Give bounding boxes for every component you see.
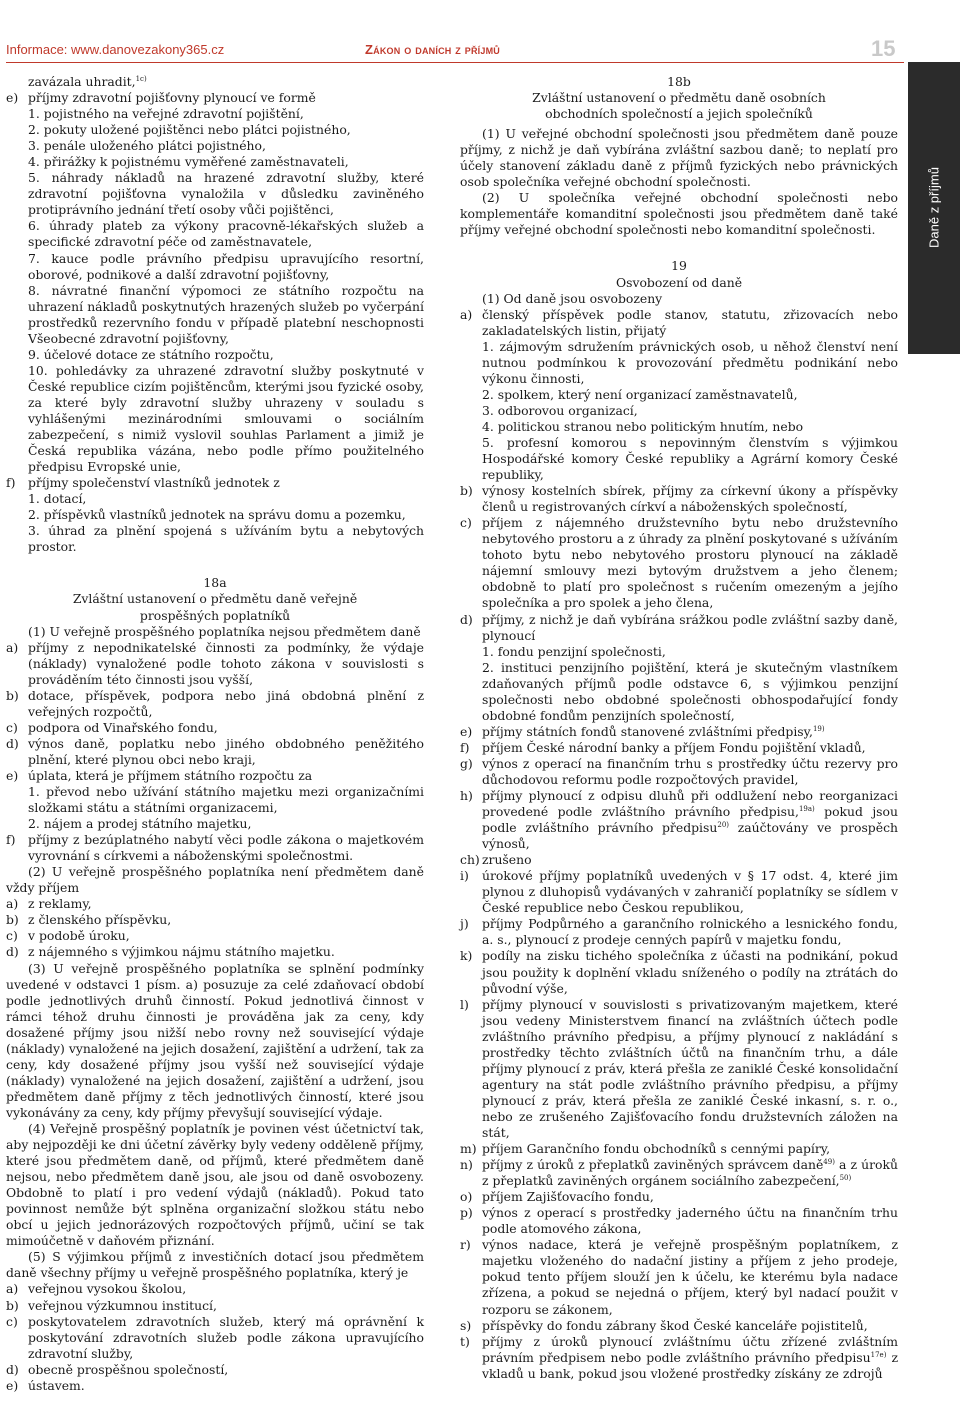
- section-number: 19: [671, 258, 687, 274]
- paragraph: (1) U veřejně prospěšného poplatníka nejsou předmětem daně: [28, 623, 421, 639]
- list-item: 2. spolkem, který není organizací zaměstnavatelů,: [482, 386, 798, 402]
- paragraph: (1) Od daně jsou osvobozeny: [482, 290, 663, 306]
- list-item: m) příjem Garančního fondu obchodníků s cennými papíry,: [460, 1141, 831, 1157]
- list-item: a) členský příspěvek podle stanov, statutu, zřizovacích nebo zakladatelských listin, přijatý: [460, 306, 898, 338]
- list-item: 2. instituci penzijního pojištění, která je skutečným vlastníkem zdaňovaných příjmů podle odstavce 6, s výjimkou penzijní společnosti nebo obdobné společnosti obhospodařující fondy obdobné fondům penzijních společností,: [482, 659, 898, 723]
- list-item: a) veřejnou vysokou školou,: [6, 1281, 187, 1297]
- list-item: i) úrokové příjmy poplatníků uvedených v § 17 odst. 4, které jim plynou z dluhopisů vydávaných v zahraničí poplatníky se sídlem v České republice nebo Českou republikou,: [460, 868, 898, 916]
- list-item: 9. účelové dotace ze státního rozpočtu,: [28, 346, 274, 362]
- paragraph: (2) U veřejně prospěšného poplatníka není předmětem daně vždy příjem: [6, 864, 424, 896]
- list-item: f) příjmy z bezúplatného nabytí věci podle zákona o majetkovém vyrovnání s církvemi a náboženskými společnostmi.: [6, 832, 424, 864]
- list-item: 7. kauce podle právního předpisu upravujícího resortní, oborové, podnikové a další zdravotní pojišťovny,: [28, 250, 424, 282]
- section-number: 18b: [667, 74, 691, 89]
- list-item: d) z nájemného s výjimkou nájmu státního majetku.: [6, 944, 335, 960]
- section-title: Osvobození od daně: [615, 274, 743, 290]
- list-item: j) příjmy Podpůrného a garančního rolnického a lesnického fondu, a. s., plynoucí z prodeje cenných papírů v majetku fondu,: [460, 916, 898, 948]
- list-item: a) z reklamy,: [6, 896, 92, 912]
- list-item: h) příjmy plynoucí z odpisu dluhů při oddlužení nebo reorganizaci provedené podle zvláštního právního předpisu,$^{19a)}$ pokud jsou podle zvláštního právního předpisu$^{20)}$ zaúčtovány ve prospěch výnosů,: [460, 788, 898, 852]
- side-tab: [908, 62, 960, 354]
- list-item: d) příjmy, z nichž je daň vybírána srážkou podle zvláštní sazby daně, plynoucí: [460, 611, 898, 643]
- list-item: e) úplata, která je příjmem státního rozpočtu za: [6, 767, 313, 783]
- list-item: f) příjmy společenství vlastníků jednotek z: [6, 475, 280, 491]
- paragraph: (5) S výjimkou příjmů z investičních dotací jsou předmětem daně všechny příjmy u veřejně prospěšného poplatníka, který je: [6, 1249, 424, 1281]
- paragraph: (1) U veřejné obchodní společnosti jsou předmětem daně pouze příjmy, z nichž je daň vybírána zvláštní sazbou daně; to neplatí pro účely stanovení základu daně z příjmů fyzických nebo právnických osob společníka veřejné obchodní společnosti.: [460, 126, 898, 190]
- list-item: s) příspěvky do fondu zábrany škod České kanceláře pojistitelů,: [460, 1317, 868, 1333]
- list-item: 2. pokuty uložené pojištěnci nebo plátci pojistného,: [28, 122, 351, 138]
- list-item: 1. pojistného na veřejné zdravotní pojištění,: [28, 106, 304, 122]
- list-item: c) v podobě úroku,: [6, 928, 130, 944]
- list-item: a) příjmy z nepodnikatelské činnosti za podmínky, že výdaje (náklady) vynaložené podle tohoto zákona v souvislosti s prováděním této činnosti jsou vyšší,: [6, 639, 424, 687]
- paragraph: (3) U veřejně prospěšného poplatníka se splnění podmínky uvedené v odstavci 1 písm. a) posuzuje za celé zdaňovací období podle jednotlivých druhů činností. Pokud jednotlivá činnost v rámci téhož druhu činnosti je prováděna jak za ceny, kdy dosažené příjmy jsou nižší nebo rovny než související výdaje (náklady) vynaložené na jejich dosažení, zajištění a udržení, tak za ceny, kdy dosažené příjmy jsou vyšší než související výdaje (náklady) vynaložené na jejich dosažení, zajištění a udržení, jsou předmětem daně příjmy z těch jednotlivých činností, které jsou vykonávány za ceny, kdy příjmy převyšují související výdaje.: [6, 960, 424, 1120]
- running-title: Zákon o daních z příjmů: [365, 42, 500, 57]
- left-column: [6, 74, 424, 1394]
- list-item: ch) zrušeno: [460, 852, 532, 868]
- list-item: 4. přirážky k pojistnému vyměřené zaměstnavateli,: [28, 154, 349, 170]
- list-item: 2. příspěvků vlastníků jednotek na správu domu a pozemku,: [28, 507, 406, 523]
- list-item: 1. zájmovým sdružením právnických osob, u něhož členství není nutnou podmínkou k provozování předmětu podnikání nebo výkonu činnosti,: [482, 338, 898, 386]
- list-item: 6. úhrady plateb za výkony pracovně-lékařských služeb a specifické zdravotní péče od zaměstnavatele,: [28, 218, 424, 250]
- list-item: d) výnos daně, poplatku nebo jiného obdobného peněžitého plnění, které plynou obci nebo kraji,: [6, 735, 424, 767]
- list-item: b) z členského příspěvku,: [6, 912, 172, 928]
- list-item: 1. fondu penzijní společnosti,: [482, 643, 666, 659]
- list-item: n) příjmy z úroků z přeplatků zaviněných správcem daně$^{49)}$ a z úroků z přeplatků zaviněných orgánem sociálního zabezpečení,$^{50)}$: [460, 1157, 898, 1189]
- list-item: c) příjem z nájemného družstevního bytu nebo družstevního nebytového prostoru a z úhrady za plnění poskytované s užíváním tohoto bytu nebo nebytového prostoru plynoucí na základě nájemní smlouvy mezi bytovým družstvem a jeho členem; obdobně to platí pro společnost s ručením omezeným a jejího společníka a pro spolek a jeho člena,: [460, 515, 898, 611]
- page-number: 15: [871, 36, 896, 61]
- section-title: Zvláštní ustanovení o předmětu daně osobních obchodních společností a jejich společníků: [532, 90, 826, 122]
- list-item: 1. dotací,: [28, 491, 87, 507]
- list-item: 3. úhrad za plnění spojená s užíváním bytu a nebytových prostor.: [28, 523, 424, 555]
- list-item: b) veřejnou výzkumnou institucí,: [6, 1297, 217, 1313]
- list-item: o) příjem Zajišťovacího fondu,: [460, 1189, 654, 1205]
- paragraph: zavázala uhradit,$^{1c)}$: [28, 74, 147, 89]
- list-item: k) podíly na zisku tichého společníka z účasti na podnikání, pokud jsou použity k doplnění vkladu sníženého o podíly na ztrátách do původní výše,: [460, 948, 898, 996]
- list-item: 2. nájem a prodej státního majetku,: [28, 816, 252, 832]
- right-column: [460, 74, 898, 1382]
- list-item: 4. politickou stranou nebo politickým hnutím, nebo: [482, 418, 804, 434]
- list-item: c) poskytovatelem zdravotních služeb, který má oprávnění k poskytování zdravotních služeb podle zákona upravujícího zdravotní služby,: [6, 1313, 424, 1361]
- list-item: d) obecně prospěšnou společností,: [6, 1361, 229, 1377]
- list-item: b) dotace, příspěvek, podpora nebo jiná obdobná plnění z veřejných rozpočtů,: [6, 687, 424, 719]
- list-item: c) podpora od Vinařského fondu,: [6, 719, 218, 735]
- list-item: 5. profesní komorou s nepovinným členstvím s výjimkou Hospodářské komory České republiky a Agrární komory České republiky,: [482, 434, 898, 483]
- list-item: 1. převod nebo užívání státního majetku mezi organizačními složkami státu a státními organizacemi,: [28, 784, 424, 816]
- list-item: l) příjmy plynoucí v souvislosti s privatizovaným majetkem, které jsou vedeny Ministerstvem financí na zvláštních účtech podle zvláštního právního předpisu, a příjmy plynoucí z nakládání s prostředky těchto zvláštních účtů na finančním trhu, a dále příjmy plynoucí z práv, která přešla ze zaniklé České konsolidační agentury na stát podle zvláštního právního předpisu, a příjmy plynoucí z práv, která přešla ze zaniklé České inkasní, s. r. o., nebo ze zrušeného Zajišťovacího fondu družstevních záložen na stát,: [460, 996, 898, 1140]
- list-item: b) výnosy kostelních sbírek, příjmy za církevní úkony a příspěvky členů u registrovaných církví a náboženských společností,: [460, 483, 898, 515]
- list-item: 10. pohledávky za uhrazené zdravotní služby poskytnuté v České republice cizím pojištěncům, kterými jsou fyzické osoby, za které byly zdravotní služby uhrazeny v souladu s vyhlášenými mezinárodními smlouvami o sociálním zabezpečení, s nimiž vyslovil souhlas Parlament a jimiž je Česká republika vázána, nebo podle přímo použitelného předpisu Evropské unie,: [28, 362, 424, 475]
- list-item: p) výnos z operací s prostředky jaderného účtu na finančním trhu podle atomového zákona,: [460, 1205, 898, 1237]
- list-item: 5. náhrady nákladů na hrazené zdravotní služby, které zdravotní pojišťovna vynaložila v důsledku zaviněného protiprávního jednání třetí osoby vůči pojištěnci,: [28, 170, 424, 218]
- list-item: e) příjmy státních fondů stanovené zvláštními předpisy,$^{19)}$: [460, 723, 825, 739]
- source-url[interactable]: Informace: www.danovezakony365.cz: [6, 42, 225, 57]
- list-item: 3. penále uloženého plátci pojistného,: [28, 138, 266, 154]
- list-item: 8. návratné finanční výpomoci ze státního rozpočtu na uhrazení nákladů poskytnutých hrazených služeb po vyčerpání prostředků rezervního fondu v případě platební neschopnosti Všeobecné zdravotní pojišťovny,: [28, 282, 424, 346]
- paragraph: (2) U společníka veřejné obchodní společnosti nebo komplementáře komanditní společnosti jsou předmětem daně také příjmy veřejné obchodní společnosti nebo komanditní společnosti.: [460, 190, 898, 238]
- list-item: e) ústavem.: [6, 1377, 85, 1393]
- page-header: [0, 38, 960, 62]
- side-tab-label: Daně z příjmů: [926, 167, 942, 249]
- list-item: r) výnos nadace, která je veřejně prospěšným poplatníkem, z majetku vloženého do nadační jistiny a příjem z jeho prodeje, pokud tento příjem slouží jen k účelu, ke kterému byla nadace zřízena, a pokud se nejedná o příjem, který byl nadací použit v rozporu se zákonem,: [460, 1237, 898, 1317]
- list-item: t) příjmy z úroků plynoucí zvláštnímu účtu zřízené zvláštním právním předpisem nebo podle zvláštního právního předpisu$^{17e)}$ z vkladů u bank, pokud jsou vložené prostředky získány ze zdrojů: [460, 1333, 899, 1381]
- header-rule: [6, 62, 904, 63]
- section-title: Zvláštní ustanovení o předmětu daně veřejně prospěšných poplatníků: [72, 591, 358, 623]
- list-item: e) příjmy zdravotní pojišťovny plynoucí ve formě: [6, 90, 316, 106]
- section-number: 18a: [203, 575, 227, 591]
- list-item: 3. odborovou organizací,: [482, 402, 638, 418]
- paragraph: (4) Veřejně prospěšný poplatník je povinen vést účetnictví tak, aby nejpozději ke dni účetní závěrky byly vedeny odděleně příjmy, které jsou předmětem daně, od příjmů, které předmětem daně nejsou, nebo předmětem daně jsou, ale jsou od daně osvobozeny. Obdobně to platí i pro vedení výdajů (nákladů). Pokud tato povinnost nemůže být splněna organizační složkou státu nebo obcí u jejich jednorázových rozpočtových příjmů, učiní se tak mimoúčetně v daňovém přiznání.: [6, 1121, 424, 1249]
- list-item: g) výnos z operací na finančním trhu s prostředky účtu rezervy pro důchodovou reformu podle rozpočtových pravidel,: [460, 755, 898, 787]
- list-item: f) příjem České národní banky a příjem Fondu pojištění vkladů,: [460, 739, 866, 755]
